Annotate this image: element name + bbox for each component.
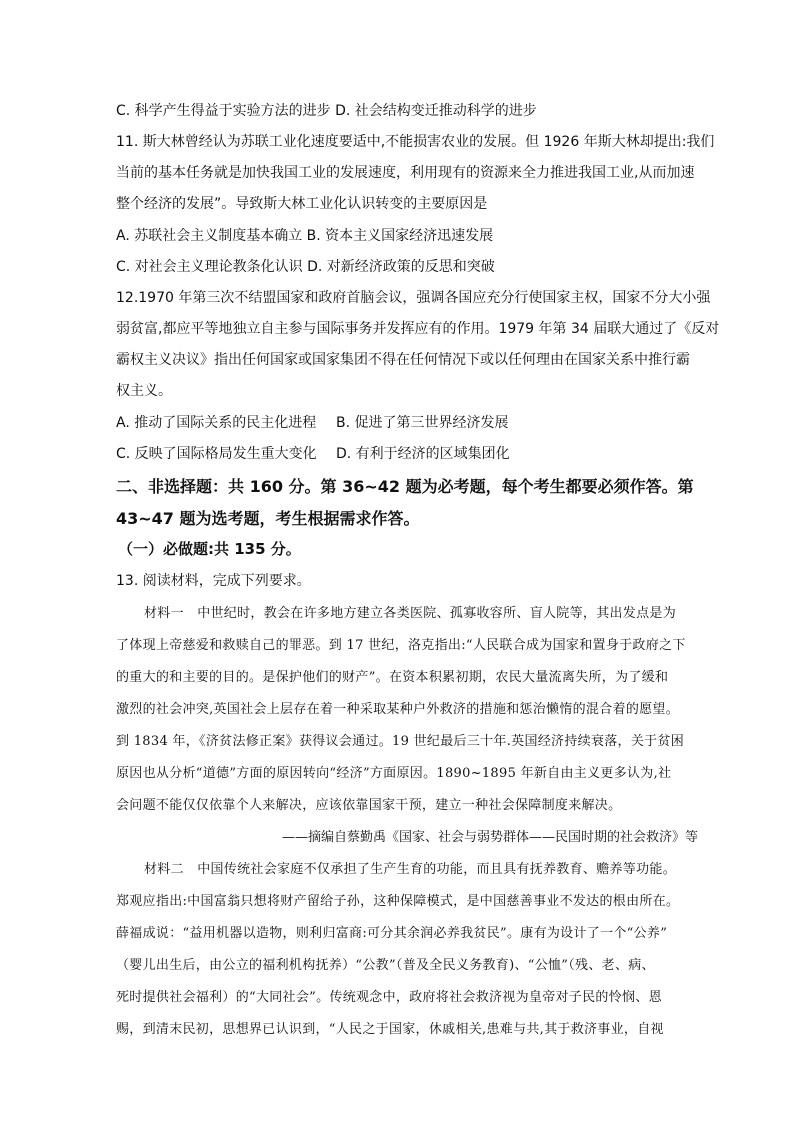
material-line: 原因也从分析“道德”方面的原因转向“经济”方面原因。1890~1895 年新自由主义更多认为,社 — [116, 766, 672, 781]
material-line: 死时提供社会福利）的“大同社会”。传统观念中，政府将社会救济视为皇帝对子民的怜悯、恩 — [116, 990, 662, 1005]
q12-stem-line: 权主义。 — [116, 383, 172, 399]
material-line: 薛福成说：“益用机器以造物，则利归富商:可分其余润必养我贫民”。康有为设计了一个“公养” — [116, 926, 668, 941]
q11-stem-line: 整个经济的发展”。导致斯大林工业化认识转变的主要原因是 — [116, 196, 488, 212]
material-line: 的重大的和主要的目的。是保护他们的财产”。在资本积累初期，农民大量流离失所，为了缓和 — [116, 670, 669, 685]
material-line: 到 1834 年，《济贫法修正案》获得议会通过。19 世纪最后三十年.英国经济持续衰落，关于贫困 — [116, 734, 685, 749]
material-line: 激烈的社会冲突,英国社会上层存在着一种采取某种户外救济的措施和惩治懒惰的混合着的愿望。 — [116, 702, 680, 717]
q11-option-ab: A. 苏联社会主义制度基本确立 B. 资本主义国家经济迅速发展 — [116, 228, 494, 244]
section-heading: 43~47 题为选考题，考生根据需求作答。 — [116, 509, 420, 528]
material-line: 材料一 中世纪时，教会在许多地方建立各类医院、孤寡收容所、盲人院等，其出发点是为 — [144, 606, 677, 621]
material-line: 材料二 中国传统社会家庭不仅承担了生产生育的功能，而且具有抚养教育、赡养等功能。 — [144, 862, 677, 877]
material-line: 郑观应指出:中国富翁只想将财产留给子孙，这种保障模式，是中国慈善事业不发达的根由所在。 — [116, 894, 680, 909]
q12-option-d: D. 有利于经济的区域集团化 — [336, 446, 510, 462]
section-subheading: （一）必做题:共 135 分。 — [118, 540, 301, 558]
section-heading: 二、非选择题：共 160 分。第 36~42 题为必考题，每个考生都要必须作答。第 — [116, 477, 694, 496]
material-line: 赐，到清末民初，思想界已认识到，“人民之于国家，休戚相关,患难与共,其于救济事业，自视 — [116, 1022, 664, 1037]
q12-option-b: B. 促进了第三世界经济发展 — [336, 415, 509, 431]
q12-option-c: C. 反映了国际格局发生重大变化 — [116, 446, 317, 462]
q12-option-a: A. 推动了国际关系的民主化进程 — [116, 415, 317, 431]
q11-option-cd: C. 对社会主义理论教条化认识 D. 对新经济政策的反思和突破 — [116, 259, 495, 275]
material-source: ——摘编自蔡勤禹《国家、社会与弱势群体——民国时期的社会救济》等 — [281, 830, 698, 845]
q11-stem-line: 当前的基本任务就是加快我国工业的发展速度，利用现有的资源来全力推进我国工业,从而加速 — [116, 165, 695, 181]
q12-stem-line: 弱贫富,都应平等地独立自主参与国际事务并发挥应有的作用。1979 年第 34 届联大通过了《反对 — [116, 321, 720, 337]
material-line: 会问题不能仅仅依靠个人来解决，应该依靠国家干预，建立一种社会保障制度来解决。 — [116, 798, 622, 813]
material-line: 了体现上帝慈爱和救赎自己的罪恶。到 17 世纪，洛克指出:“人民联合成为国家和置身于政府之下 — [116, 638, 686, 653]
q11-stem-line: 11. 斯大林曾经认为苏联工业化速度要适中,不能损害农业的发展。但 1926 年斯大林却提出:我们 — [116, 134, 715, 150]
q12-stem-line: 霸权主义决议》指出任何国家或国家集团不得在任何情况下或以任何理由在国家关系中推行霸 — [116, 352, 690, 368]
q10-option-cd: C. 科学产生得益于实验方法的进步 D. 社会结构变迁推动科学的进步 — [116, 103, 537, 119]
q12-stem-line: 12.1970 年第三次不结盟国家和政府首脑会议，强调各国应充分行使国家主权，国家不分大小强 — [116, 290, 711, 306]
material-line: （婴儿出生后，由公立的福利机构抚养）“公教”（普及全民义务教育)、“公恤”（残、老、病、 — [116, 958, 655, 973]
q13-intro: 13. 阅读材料，完成下列要求。 — [116, 573, 311, 589]
